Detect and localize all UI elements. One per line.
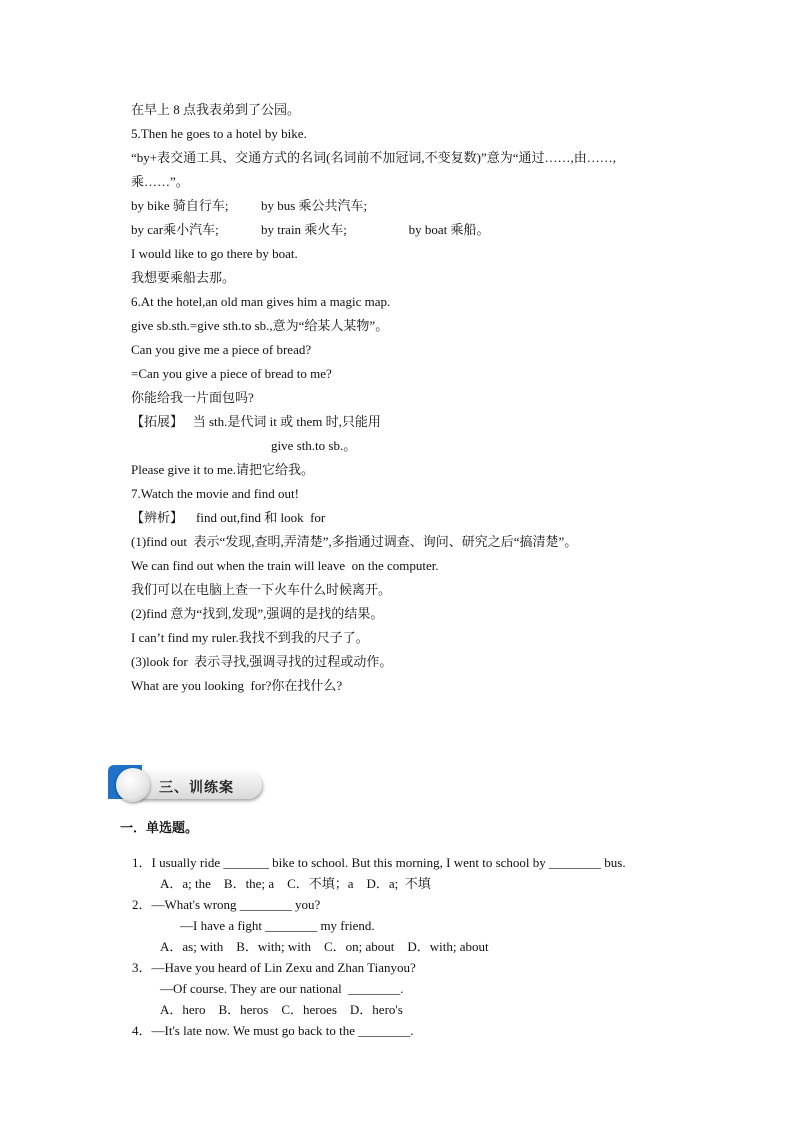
question-line: 3．—Have you heard of Lin Zexu and Zhan Tianyou? [132,960,416,975]
options-line: A．as; with B．with; with C．on; about D．with; about [160,939,489,954]
note-line: 5.Then he goes to a hotel by bike. [131,126,307,141]
note-line: 【拓展】 当 sth.是代词 it 或 them 时,只能用 [131,414,381,429]
note-line: What are you looking for?你在找什么? [131,678,343,693]
question-line: —Of course. They are our national ________. [160,981,404,996]
options-line: A．a; the B．the; a C．不填；a D．a; 不填 [160,876,431,891]
question-line: 4．—It's late now. We must go back to the ________. [132,1023,414,1038]
note-line: give sth.to sb.。 [271,438,357,453]
exercise-heading: 一．单选题。 [120,821,199,836]
note-line: 7.Watch the movie and find out! [131,486,299,501]
note-line: by car乘小汽车; by train 乘火车; by boat 乘船。 [131,222,490,237]
note-line: 你能给我一片面包吗? [131,390,254,405]
note-line: give sb.sth.=give sth.to sb.,意为“给某人某物”。 [131,318,389,333]
note-line: Please give it to me.请把它给我。 [131,462,315,477]
note-line: by bike 骑自行车; by bus 乘公共汽车; [131,198,368,213]
note-line: I can’t find my ruler.我找不到我的尺子了。 [131,630,369,645]
note-line: 在早上 8 点我表弟到了公园。 [131,102,301,117]
note-line: (1)find out 表示“发现,查明,弄清楚”,多指通过调查、询问、研究之后“搞清楚”。 [131,534,578,549]
section-banner [108,765,263,803]
note-line: =Can you give a piece of bread to me? [131,366,332,381]
note-line: 我们可以在电脑上查一下火车什么时候离开。 [131,582,392,597]
options-line: A．hero B．heros C．heroes D．hero's [160,1002,403,1017]
note-line: I would like to go there by boat. [131,246,298,261]
note-line: “by+表交通工具、交通方式的名词(名词前不加冠词,不变复数)”意为“通过……,由……, [131,150,617,165]
question-line: 1．I usually ride _______ bike to school. But this morning, I went to school by ________ bus. [132,855,626,870]
note-line: 我想要乘船去那。 [131,270,236,285]
note-line: (3)look for 表示寻找,强调寻找的过程或动作。 [131,654,393,669]
note-line: (2)find 意为“找到,发现”,强调的是找的结果。 [131,606,384,621]
note-line: We can find out when the train will leave on the computer. [131,558,439,573]
note-line: 【辨析】 find out,find 和 look for [131,510,326,525]
note-line: Can you give me a piece of bread? [131,342,312,357]
question-line: —I have a fight ________ my friend. [180,918,375,933]
banner-circle-icon [116,768,150,802]
section-title: 三、训练案 [159,780,234,796]
note-line: 乘……”。 [131,174,189,189]
question-line: 2．—What's wrong ________ you? [132,897,321,912]
note-line: 6.At the hotel,an old man gives him a magic map. [131,294,391,309]
